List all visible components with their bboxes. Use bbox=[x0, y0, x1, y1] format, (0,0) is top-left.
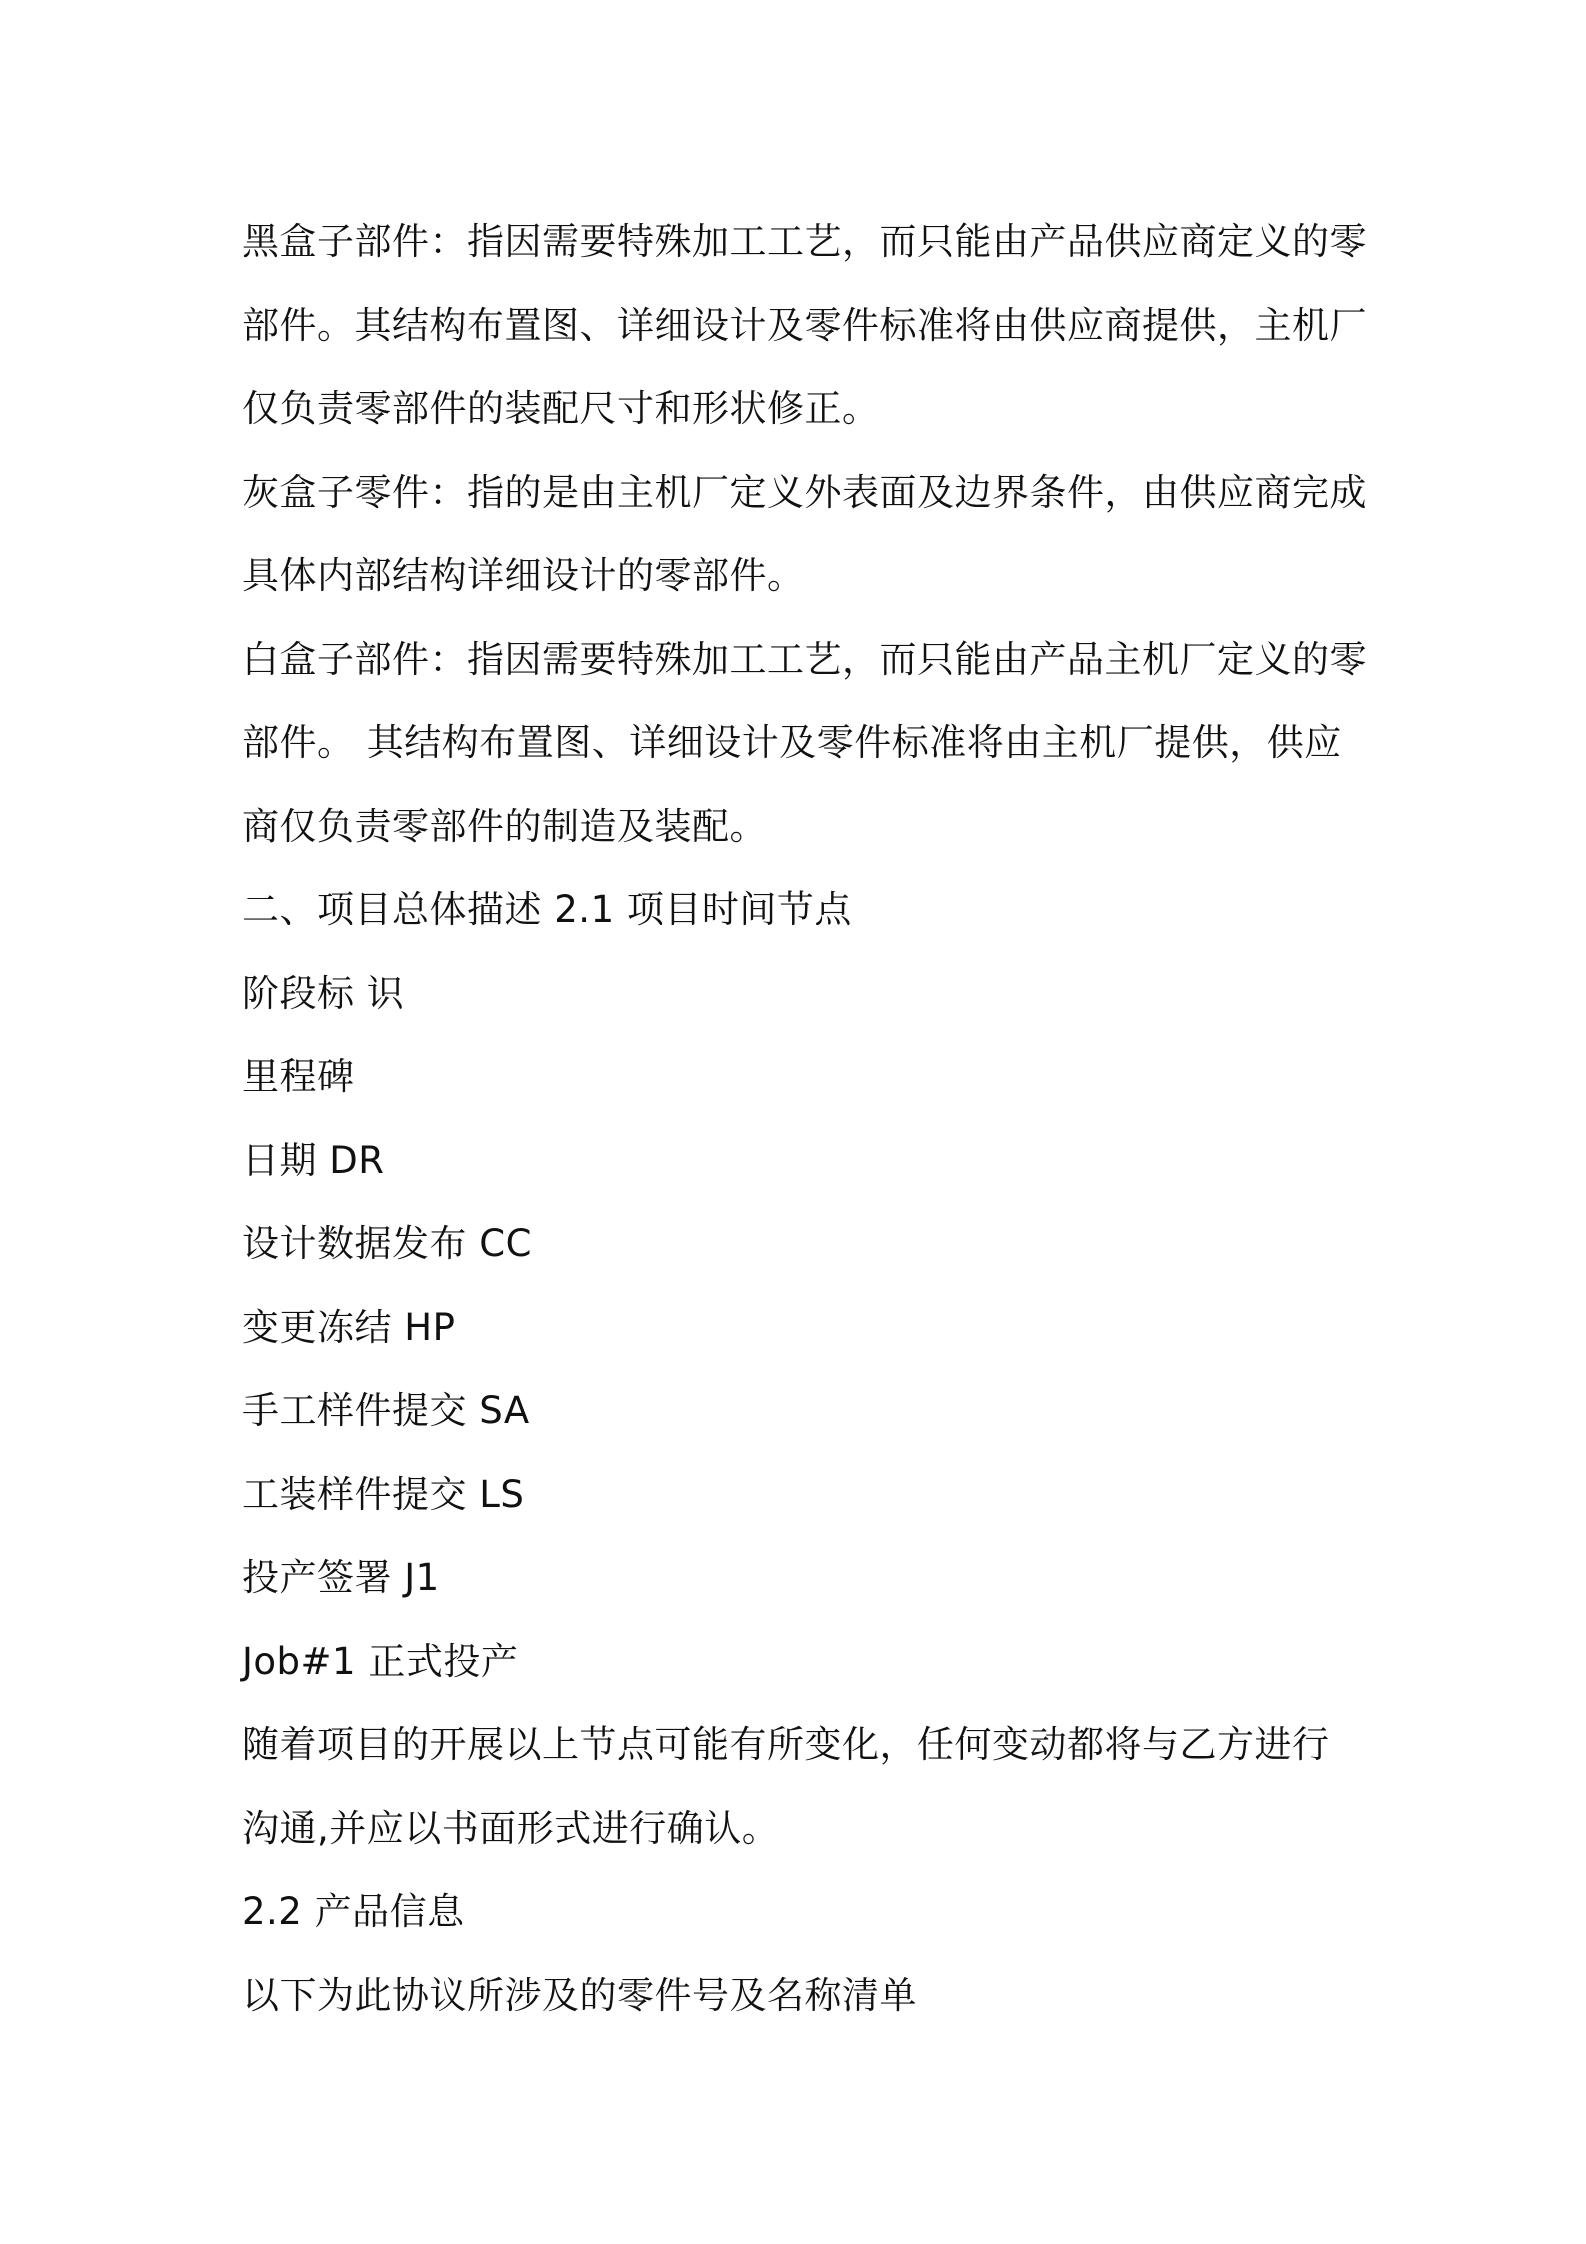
paragraph-line: 灰盒子零件：指的是由主机厂定义外表面及边界条件，由供应商完成 bbox=[242, 470, 1367, 514]
milestone-line: 阶段标 识 bbox=[242, 971, 405, 1015]
paragraph-line: 以下为此协议所涉及的零件号及名称清单 bbox=[242, 1973, 917, 2017]
section-heading: 2.2 产品信息 bbox=[242, 1890, 465, 1933]
paragraph-line: 黑盒子部件：指因需要特殊加工工艺，而只能由产品供应商定义的零 bbox=[242, 220, 1367, 263]
paragraph-line: 部件。 其结构布置图、详细设计及零件标准将由主机厂提供，供应 bbox=[242, 721, 1342, 764]
paragraph-line: 沟通,并应以书面形式进行确认。 bbox=[242, 1806, 780, 1850]
paragraph-line: 仅负责零部件的装配尺寸和形状修正。 bbox=[242, 387, 880, 430]
paragraph-line: 商仅负责零部件的制造及装配。 bbox=[242, 804, 767, 848]
document-body bbox=[242, 200, 1367, 2037]
section-heading: 二、项目总体描述 2.1 项目时间节点 bbox=[242, 888, 852, 931]
milestone-line: 日期 DR bbox=[242, 1138, 385, 1182]
paragraph-line: 部件。其结构布置图、详细设计及零件标准将由供应商提供，主机厂 bbox=[242, 303, 1367, 347]
milestone-line: 变更冻结 HP bbox=[242, 1305, 456, 1349]
milestone-line: 投产签署 J1 bbox=[242, 1556, 440, 1599]
paragraph-line: 白盒子部件：指因需要特殊加工工艺，而只能由产品主机厂定义的零 bbox=[242, 637, 1367, 681]
milestone-line: 里程碑 bbox=[242, 1055, 355, 1098]
milestone-line: 手工样件提交 SA bbox=[242, 1389, 530, 1432]
milestone-line: 工装样件提交 LS bbox=[242, 1472, 525, 1516]
milestone-line: Job#1 正式投产 bbox=[242, 1639, 519, 1683]
milestone-line: 设计数据发布 CC bbox=[242, 1222, 532, 1265]
paragraph-line: 随着项目的开展以上节点可能有所变化，任何变动都将与乙方进行 bbox=[242, 1723, 1330, 1766]
paragraph-line: 具体内部结构详细设计的零部件。 bbox=[242, 554, 805, 597]
